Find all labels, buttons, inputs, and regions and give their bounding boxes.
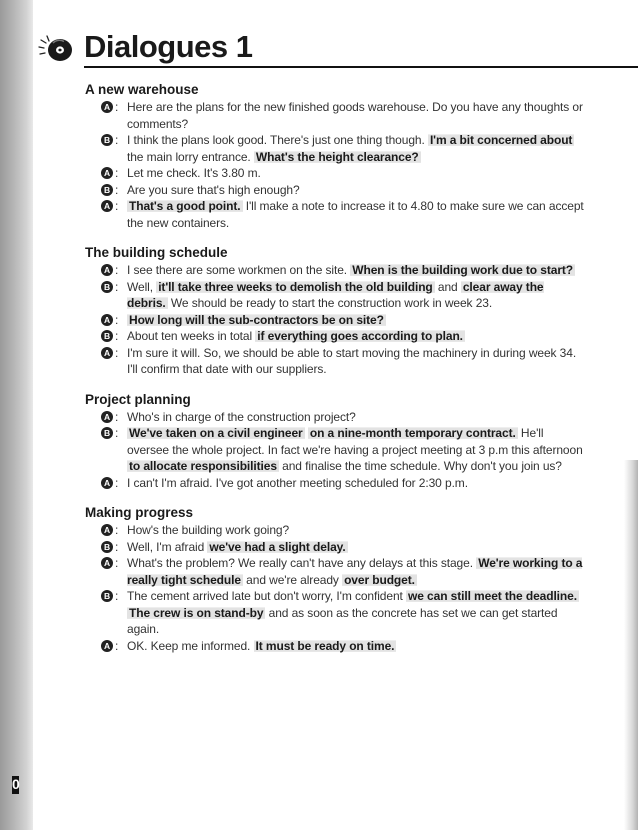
- dialogue-text: and we're already: [242, 572, 343, 587]
- key-phrase: if everything goes according to plan.: [257, 329, 463, 343]
- speaker-colon: :: [115, 279, 119, 294]
- speaker-colon: :: [115, 409, 119, 424]
- key-phrase: I'm a bit concerned about: [429, 133, 573, 147]
- dialogue-line: [85, 425, 585, 475]
- dialogue-line: [85, 638, 585, 655]
- key-phrase: The crew is on stand-by: [129, 605, 264, 620]
- speaker-badge: A: [101, 477, 113, 489]
- speaker-badge: A: [101, 200, 113, 212]
- key-phrase: we can still meet the deadline.: [408, 589, 577, 603]
- speaker-badge: A: [101, 101, 113, 113]
- dialogue-text: Are you sure that's high enough?: [127, 182, 300, 197]
- key-phrase: It must be ready on time.: [255, 638, 395, 653]
- speaker-badge: B: [101, 590, 113, 602]
- dialogue-line: [85, 182, 585, 199]
- dialogue-line: [85, 588, 585, 638]
- speaker-badge: B: [101, 281, 113, 293]
- dialogue-text: and: [434, 279, 461, 294]
- dialogue-text: OK. Keep me informed.: [127, 638, 254, 653]
- key-phrase: over budget.: [344, 572, 415, 587]
- dialogues-content: [85, 81, 585, 667]
- speaker-badge: A: [101, 524, 113, 536]
- speaker-colon: :: [115, 182, 119, 197]
- dialogue-text: and as soon as the concrete has set we can get started again.: [127, 605, 558, 636]
- speaker-badge: B: [101, 330, 113, 342]
- dialogue-line: [85, 279, 585, 312]
- dialogue-text: What's the problem? We really can't have any delays at this stage.: [127, 556, 477, 570]
- key-phrase: We've taken on a civil engineer: [129, 426, 303, 440]
- speaker-colon: :: [115, 589, 119, 603]
- speaker-colon: :: [115, 100, 119, 114]
- dialogue-line: [85, 312, 585, 329]
- dialogue-section: [85, 81, 585, 231]
- speaker-colon: :: [115, 523, 119, 537]
- dialogue-text: I can't I'm afraid. I've got another meeting scheduled for 2:30 p.m.: [127, 475, 468, 490]
- speaker-colon: :: [115, 475, 119, 490]
- dialogue-line: [85, 198, 585, 231]
- speaker-badge: B: [101, 184, 113, 196]
- speaker-colon: :: [115, 199, 119, 213]
- key-phrase: When is the building work due to start?: [352, 263, 574, 277]
- key-phrase: on a nine-month temporary contract.: [309, 426, 516, 440]
- dialogue-line: [85, 99, 585, 132]
- section-heading: A new warehouse: [85, 82, 199, 97]
- speaker-colon: :: [115, 166, 119, 180]
- dialogue-text: I'm sure it will. So, we should be able to start moving the machinery in during week 34. I'll confirm that date with our suppliers.: [127, 345, 577, 376]
- dialogue-text: He'll oversee the whole project. In fact we're having a project meeting at 3 p.m this afternoon: [127, 426, 583, 457]
- dialogue-line: [85, 345, 585, 378]
- dialogue-line: [85, 522, 585, 539]
- speaker-colon: :: [115, 638, 119, 653]
- speaker-colon: :: [115, 539, 119, 554]
- dialogue-text: About ten weeks in total: [127, 329, 256, 343]
- dialogue-section: [85, 391, 585, 492]
- dialogue-line: [85, 409, 585, 426]
- speaker-colon: :: [115, 312, 119, 327]
- key-phrase: we've had a slight delay.: [209, 539, 346, 554]
- dialogue-line: [85, 262, 585, 279]
- dialogue-line: [85, 328, 585, 345]
- speaker-badge: A: [101, 264, 113, 276]
- dialogue-text: Here are the plans for the new finished goods warehouse. Do you have any thoughts or comments?: [127, 100, 583, 131]
- title-rule: [84, 66, 638, 68]
- speaker-colon: :: [115, 556, 119, 570]
- audio-cd-icon: [38, 34, 74, 64]
- dialogue-text: I see there are some workmen on the site.: [127, 263, 351, 277]
- dialogue-text: Who's in charge of the construction project?: [127, 409, 356, 424]
- speaker-colon: :: [115, 329, 119, 343]
- speaker-badge: A: [101, 557, 113, 569]
- section-heading: Making progress: [85, 505, 194, 520]
- page-number: [12, 776, 20, 796]
- dialogue-section: [85, 504, 585, 654]
- dialogue-line: [85, 555, 585, 588]
- section-heading: The building schedule: [85, 245, 228, 260]
- page-header: [38, 28, 626, 72]
- dialogue-section: [85, 244, 585, 378]
- key-phrase: it'll take three weeks to demolish the old building: [158, 279, 433, 294]
- page-number-glyph: 0: [12, 776, 20, 792]
- key-phrase: What's the height clearance?: [255, 149, 419, 164]
- page-edge-strip: [0, 0, 33, 830]
- speaker-badge: B: [101, 134, 113, 146]
- dialogue-text: I'll make a note to increase it to 4.80 to make sure we can accept the new containers.: [127, 199, 584, 230]
- speaker-colon: :: [115, 345, 119, 360]
- speaker-badge: A: [101, 411, 113, 423]
- dialogue-text: and finalise the time schedule. Why don't you join us?: [278, 459, 562, 473]
- speaker-badge: A: [101, 640, 113, 652]
- dialogue-line: [85, 132, 585, 165]
- dialogue-text: Well, I'm afraid: [127, 539, 208, 554]
- section-heading: Project planning: [85, 391, 191, 407]
- dialogue-line: [85, 539, 585, 556]
- speaker-badge: B: [101, 427, 113, 439]
- dialogue-text: We should be ready to start the construction work in week 23.: [167, 296, 493, 310]
- key-phrase: to allocate responsibilities: [129, 459, 277, 473]
- dialogue-line: [85, 475, 585, 492]
- dialogue-text: the main lorry entrance.: [127, 149, 254, 164]
- key-phrase: How long will the sub-contractors be on site?: [129, 312, 384, 327]
- speaker-colon: :: [115, 133, 119, 147]
- speaker-badge: B: [101, 541, 113, 553]
- key-phrase: That's a good point.: [129, 199, 241, 213]
- dialogue-text: Let me check. It's 3.80 m.: [127, 166, 261, 180]
- key-phrase: We're working to a really tight schedule: [127, 556, 583, 587]
- dialogue-text: The cement arrived late but don't worry, I'm confident: [127, 589, 406, 603]
- dialogue-line: [85, 165, 585, 182]
- speaker-colon: :: [115, 426, 119, 440]
- speaker-badge: A: [101, 314, 113, 326]
- key-phrase: clear away the debris.: [127, 279, 544, 310]
- dialogue-text: I think the plans look good. There's just one thing though.: [127, 133, 428, 147]
- speaker-badge: A: [101, 347, 113, 359]
- page-title: Dialogues 1: [84, 29, 253, 64]
- dialogue-text: Well,: [127, 279, 157, 294]
- speaker-colon: :: [115, 263, 119, 277]
- page-edge-shadow: [624, 460, 638, 830]
- dialogue-text: How's the building work going?: [127, 523, 290, 537]
- speaker-badge: A: [101, 167, 113, 179]
